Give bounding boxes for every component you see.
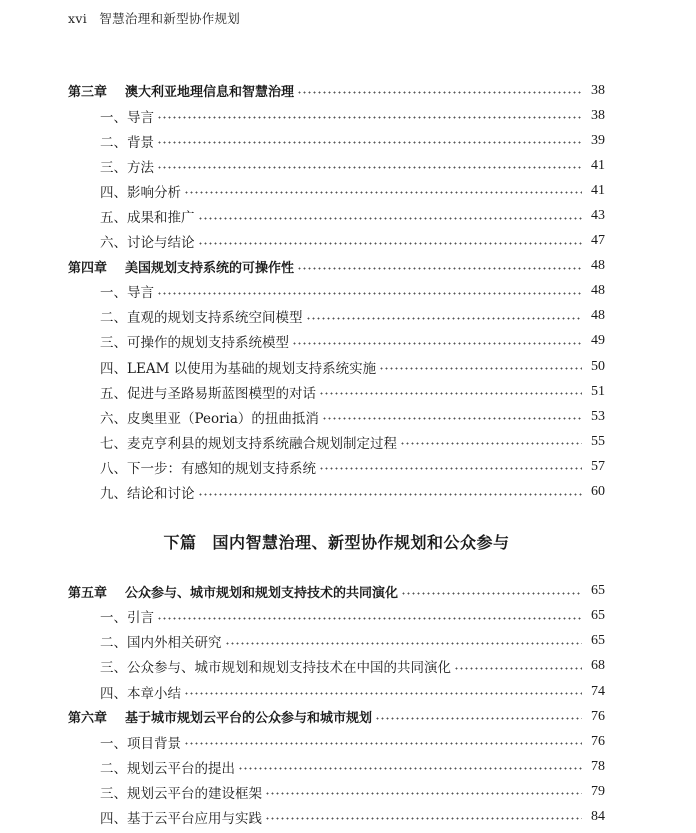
chapter-number: 第六章: [68, 711, 108, 727]
toc-section-entry[interactable]: [68, 679, 605, 704]
toc-section-entry[interactable]: [68, 329, 605, 354]
page-number: 84: [591, 808, 605, 824]
entry-title: 三、规划云平台的建设框架: [100, 785, 262, 802]
toc-group-upper: [68, 78, 605, 505]
page-number: 68: [591, 658, 605, 674]
entry-title: 二、背景: [100, 134, 154, 151]
dot-leader: [198, 217, 583, 220]
entry-title: 三、可操作的规划支持系统模型: [100, 335, 289, 352]
toc-section-entry[interactable]: [68, 279, 605, 304]
page-number: 39: [591, 132, 605, 148]
entry-title: 基于城市规划云平台的公众参与和城市规划: [125, 711, 373, 727]
entry-title: 四、LEAM 以使用为基础的规划支持系统实施: [100, 360, 377, 377]
page-number: 53: [591, 408, 605, 424]
dot-leader: [375, 717, 582, 720]
page-folio: xvi: [68, 11, 88, 26]
entry-title: 一、导言: [100, 109, 154, 126]
dot-leader: [379, 367, 582, 370]
page-number: 78: [591, 758, 605, 774]
toc-section-entry[interactable]: [68, 354, 605, 379]
entry-title: 五、成果和推广: [100, 210, 195, 227]
table-of-contents: [68, 78, 605, 830]
toc-chapter-entry[interactable]: [68, 78, 605, 103]
entry-title: 澳大利亚地理信息和智慧治理: [125, 85, 295, 101]
entry-title: 九、结论和讨论: [100, 486, 195, 503]
page-number: 79: [591, 783, 605, 799]
page-number: 38: [591, 82, 605, 98]
page-number: 43: [591, 208, 605, 224]
page-number: 41: [591, 157, 605, 173]
toc-section-entry[interactable]: [68, 103, 605, 128]
dot-leader: [157, 617, 582, 620]
dot-leader: [319, 392, 582, 395]
toc-section-entry[interactable]: [68, 153, 605, 178]
dot-leader: [297, 267, 582, 270]
toc-section-entry[interactable]: [68, 429, 605, 454]
toc-section-entry[interactable]: [68, 654, 605, 679]
dot-leader: [306, 317, 583, 320]
entry-title: 二、国内外相关研究: [100, 635, 222, 652]
entry-title: 四、基于云平台应用与实践: [100, 810, 262, 827]
entry-title: 三、公众参与、城市规划和规划支持技术在中国的共同演化: [100, 660, 451, 677]
dot-leader: [225, 642, 583, 645]
entry-title: 四、影响分析: [100, 184, 181, 201]
page-number: 60: [591, 484, 605, 500]
entry-title: 八、下一步：有感知的规划支持系统: [100, 460, 316, 477]
entry-title: 一、项目背景: [100, 735, 181, 752]
dot-leader: [265, 792, 582, 795]
dot-leader: [322, 417, 582, 420]
toc-section-entry[interactable]: [68, 754, 605, 779]
toc-section-entry[interactable]: [68, 203, 605, 228]
part-title: 国内智慧治理、新型协作规划和公众参与: [212, 533, 510, 553]
dot-leader: [400, 442, 582, 445]
entry-title: 二、规划云平台的提出: [100, 760, 235, 777]
entry-title: 五、促进与圣路易斯蓝图模型的对话: [100, 385, 316, 402]
dot-leader: [292, 342, 582, 345]
dot-leader: [184, 191, 582, 194]
page-number: 65: [591, 583, 605, 599]
page-number: 48: [591, 258, 605, 274]
dot-leader: [454, 667, 582, 670]
page-number: 48: [591, 308, 605, 324]
toc-section-entry[interactable]: [68, 304, 605, 329]
dot-leader: [198, 242, 583, 245]
dot-leader: [265, 817, 582, 820]
entry-title: 一、引言: [100, 610, 154, 627]
entry-title: 公众参与、城市规划和规划支持技术的共同演化: [125, 585, 399, 601]
entry-title: 六、皮奥里亚（Peoria）的扭曲抵消: [100, 410, 319, 427]
page-number: 51: [591, 383, 605, 399]
page-number: 47: [591, 233, 605, 249]
toc-section-entry[interactable]: [68, 604, 605, 629]
dot-leader: [198, 493, 583, 496]
toc-chapter-entry[interactable]: [68, 254, 605, 279]
dot-leader: [157, 141, 582, 144]
page-number: 49: [591, 333, 605, 349]
entry-title: 三、方法: [100, 159, 154, 176]
part-heading: [68, 505, 605, 579]
toc-section-entry[interactable]: [68, 729, 605, 754]
page-number: 50: [591, 358, 605, 374]
page-number: 57: [591, 458, 605, 474]
entry-title: 六、讨论与结论: [100, 235, 195, 252]
toc-section-entry[interactable]: [68, 629, 605, 654]
dot-leader: [157, 116, 582, 119]
page-number: 76: [591, 708, 605, 724]
page-number: 55: [591, 433, 605, 449]
dot-leader: [184, 742, 582, 745]
chapter-number: 第五章: [68, 585, 108, 601]
toc-section-entry[interactable]: [68, 454, 605, 479]
entry-title: 七、麦克亨利县的规划支持系统融合规划制定过程: [100, 435, 397, 452]
entry-title: 一、导言: [100, 285, 154, 302]
dot-leader: [401, 592, 582, 595]
entry-title: 二、直观的规划支持系统空间模型: [100, 310, 303, 327]
page-number: 65: [591, 633, 605, 649]
chapter-number: 第三章: [68, 85, 108, 101]
toc-chapter-entry[interactable]: [68, 704, 605, 729]
entry-title: 美国规划支持系统的可操作性: [125, 260, 295, 276]
toc-section-entry[interactable]: [68, 379, 605, 404]
part-label: 下篇: [163, 533, 197, 553]
entry-title: 四、本章小结: [100, 685, 181, 702]
dot-leader: [184, 692, 582, 695]
book-title: 智慧治理和新型协作规划: [99, 11, 241, 26]
toc-group-lower: [68, 579, 605, 830]
toc-section-entry[interactable]: [68, 229, 605, 254]
dot-leader: [157, 166, 582, 169]
page-number: 48: [591, 283, 605, 299]
page-number: 41: [591, 182, 605, 198]
dot-leader: [319, 467, 582, 470]
dot-leader: [297, 91, 582, 94]
toc-section-entry[interactable]: [68, 128, 605, 153]
running-header: [68, 9, 240, 27]
toc-section-entry[interactable]: [68, 804, 605, 829]
toc-section-entry[interactable]: [68, 779, 605, 804]
toc-section-entry[interactable]: [68, 178, 605, 203]
page-number: 76: [591, 733, 605, 749]
page-number: 74: [591, 683, 605, 699]
page-number: 65: [591, 608, 605, 624]
chapter-number: 第四章: [68, 260, 108, 276]
dot-leader: [157, 292, 582, 295]
toc-chapter-entry[interactable]: [68, 579, 605, 604]
page-number: 38: [591, 107, 605, 123]
toc-section-entry[interactable]: [68, 404, 605, 429]
dot-leader: [238, 767, 582, 770]
toc-section-entry[interactable]: [68, 480, 605, 505]
